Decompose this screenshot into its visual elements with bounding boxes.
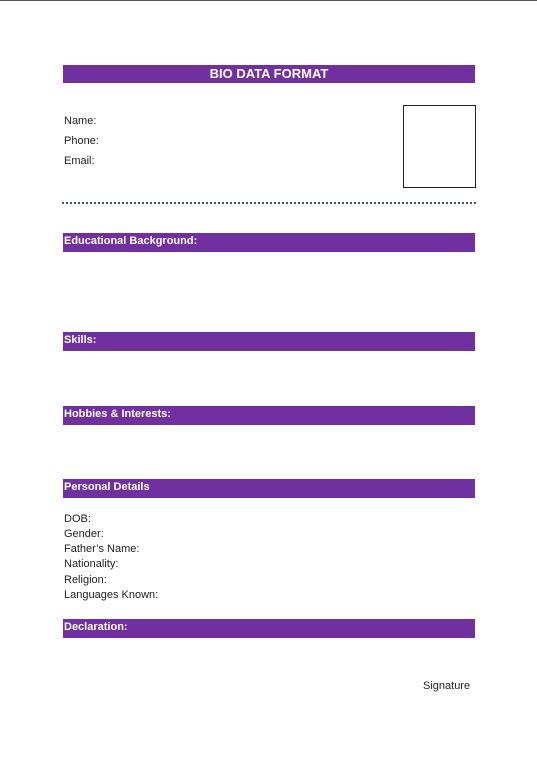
signature-label: Signature — [423, 680, 471, 692]
name-label: Name: — [64, 115, 97, 127]
nationality-label: Nationality: — [64, 558, 119, 570]
page-title: BIO DATA FORMAT — [63, 65, 475, 83]
email-label: Email: — [64, 155, 95, 167]
phone-label: Phone: — [64, 135, 99, 147]
section-skills: Skills: — [63, 332, 475, 351]
religion-label: Religion: — [64, 574, 107, 586]
fathers-name-label: Father’s Name: — [64, 543, 140, 555]
section-educational-background: Educational Background: — [63, 233, 475, 252]
section-hobbies-interests: Hobbies & Interests: — [63, 406, 475, 425]
photo-box — [403, 105, 476, 188]
page-top-border — [0, 0, 537, 1]
section-declaration: Declaration: — [63, 619, 475, 638]
dob-label: DOB: — [64, 513, 91, 525]
languages-known-label: Languages Known: — [64, 589, 159, 601]
gender-label: Gender: — [64, 528, 104, 540]
section-personal-details: Personal Details — [63, 479, 475, 498]
dotted-divider — [62, 202, 476, 204]
